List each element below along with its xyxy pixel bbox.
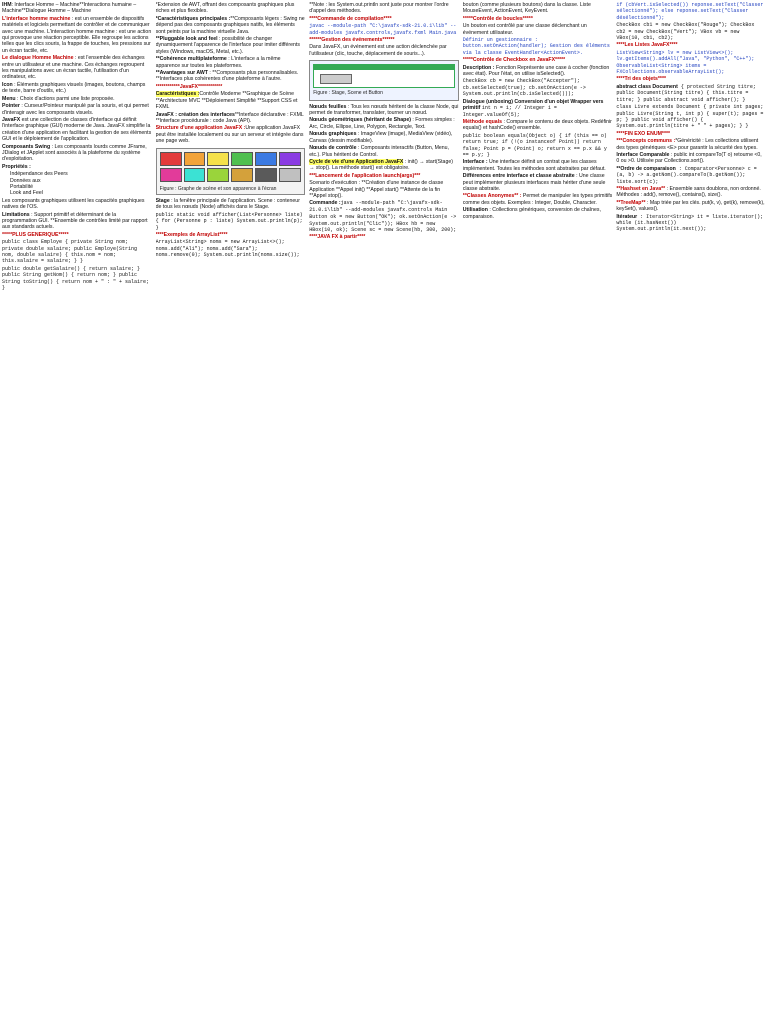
button-illustration: [320, 74, 352, 84]
paragraph: [616, 200, 766, 213]
text: Permet de manipuler les types primitifs comme des objets. Exemples : Integer, Double, Character.: [462, 193, 613, 206]
section-title: ****Tri des objets****: [616, 76, 666, 83]
paragraph: [156, 70, 306, 83]
window-illustration: [313, 64, 455, 88]
paragraph: [309, 200, 459, 213]
code: { protected String titre; public Document(String titre) { this.titre = titre; } public abstract void afficher(); }: [616, 83, 756, 103]
stage-scene-figure: [309, 60, 459, 100]
text: : public int compareTo(T o) retourne <0, 0 ou >0. Utilisée par Collections.sort().: [616, 151, 762, 165]
heading: **Cohérence multiplateforme: [155, 56, 227, 63]
text: *Généricité : Les collections utilisent des types génériques <E> pour garantir la sécurité des types.: [616, 138, 759, 151]
heading: Méthode equals: [462, 118, 502, 125]
section-title: ****FIN EXO ENUM****: [616, 130, 671, 137]
heading-javafx: JavaFX: [2, 116, 21, 123]
text: : Formes simples : Arc, Circle, Ellipse, Line, Polygon, Rectangle, Text.: [309, 117, 455, 130]
code-block: Button ok = new Button("OK"); ok.setOnAction(e -> System.out.println("Clic")); HBox hb = new HBox(10, ok); Scene sc = new Scene(hb, 300, 200);: [309, 214, 457, 233]
paragraph: [2, 82, 152, 95]
swatch: [184, 152, 206, 166]
heading: **Pluggable look and feel: [155, 36, 218, 43]
section-title: ****Exemples de ArrayList****: [155, 231, 228, 238]
section-title: *****Contrôle de boucles*****: [462, 15, 533, 22]
heading: Nœuds de contrôle: [309, 145, 357, 152]
paragraph: [2, 117, 152, 143]
heading: Caractéristiques :: [155, 91, 200, 98]
text: : Composants interactifs (Button, Menu, etc.). Plus héritent de Control.: [309, 145, 450, 158]
cheat-sheet: [2, 2, 766, 1022]
paragraph: [309, 145, 459, 158]
properties-list: [10, 171, 152, 197]
paragraph: [463, 65, 613, 78]
paragraph: [616, 152, 766, 165]
column-5: [616, 2, 766, 1022]
text: : init() → start(Stage) → stop(). La méthode start() est obligatoire.: [309, 158, 453, 172]
text: est une collection de classes d'interface qui définit l'interface graphique (GUI) moderne de Java. JavaFX simplifie la création d'une application en facilitant la gestion de ses éléments GUI et le déploiement de l'application.: [2, 116, 152, 143]
paragraph: [309, 131, 459, 144]
section-title: ****Commande de compilation****: [309, 15, 392, 22]
list-item: • Look and Feel: [10, 190, 152, 196]
text: : est un ensemble de dispositifs matériels et logiciels permettant de contrôler et de communiquer avec une machine. L'interaction homme machine : est une action qui provoque une réaction perceptible. Elle regroupe les actions telles que les clics souris, la frappe de touches, les pressions sur un écran tactile, etc.: [2, 15, 152, 54]
list-item: • Portabilité: [10, 184, 152, 190]
paragraph: [156, 56, 306, 69]
text: **Composants légers : Swing ne dépend pas des composants graphiques natifs, les éléments sont peints par la machine virtuelle Java.: [155, 15, 305, 35]
heading: Cycle de vie d'une Application JavaFX: [309, 158, 404, 165]
swatch: [255, 152, 277, 166]
heading: Nœuds feuilles: [309, 103, 347, 110]
text: Contrôle Moderne **Graphique de Scène **Architecture MVC **Déploiement Simplifié **Support CSS et FXML: [155, 91, 298, 111]
paragraph: *Extension de AWT, offrant des composants graphiques plus riches et plus flexibles.: [155, 2, 295, 15]
title-bar: [314, 65, 454, 70]
code-block: public static void afficher(List<Personne> liste) { for (Personne p : liste) System.out.println(p); }: [155, 211, 303, 231]
heading: Description :: [462, 64, 495, 71]
heading: Nœuds graphiques: [309, 131, 357, 138]
paragraph: [156, 16, 306, 35]
paragraph: Un bouton est contrôlé par une classe déclenchant un événement utilisateur.: [462, 23, 587, 36]
column-3: [309, 2, 459, 1022]
text: : Collections génériques, conversion de chaînes, comparaison.: [462, 207, 601, 220]
swatch: [279, 152, 301, 166]
paragraph: [309, 117, 459, 130]
heading-ihm: IHM: [2, 2, 12, 8]
paragraph: [463, 99, 613, 118]
paragraph: [616, 214, 766, 233]
heading: **TreeMap**: [616, 199, 646, 206]
heading-limitations: Limitations: [2, 211, 30, 218]
column-4: [463, 2, 613, 1022]
paragraph: [616, 166, 766, 185]
code-block: ArrayList<String> noms = new ArrayList<>(); noms.add("Ali"); noms.add("Sara"); noms.remove(0); System.out.println(noms.size());: [155, 239, 300, 259]
text: : Ensemble sans doublons, non ordonné. Méthodes : add(), remove(), contains(), size().: [616, 185, 761, 199]
section-title: ******Gestion des événements******: [309, 37, 395, 44]
column-2: [156, 2, 306, 1022]
paragraph: bouton (comme plusieurs boutons) dans la classe. Liste MouseEvent, ActionEvent, KeyEvent.: [462, 2, 591, 15]
column-1: [2, 2, 152, 1022]
swatch: [160, 152, 182, 166]
heading: Commande :: [309, 200, 341, 207]
swatch: [160, 168, 182, 182]
color-swatches: [157, 149, 305, 185]
paragraph: Les composants graphiques utilisent les capacités graphiques natives de l'OS.: [2, 197, 145, 211]
heading: Interface Comparable: [616, 151, 670, 158]
paragraph: [309, 104, 459, 117]
section-title: ************JavaFX************: [155, 83, 223, 90]
text: : L'interface a la même apparence sur toutes les plateformes.: [155, 56, 281, 69]
figure-caption: Figure : Stage, Scene et Button: [313, 90, 383, 97]
text: : Curseur/Pointeur manipulé par la souris, et qui permet d'interagir avec les composants visuels.: [2, 103, 149, 116]
heading: abstract class Document: [616, 83, 678, 90]
heading: JavaFX : création des interfaces: [155, 111, 235, 118]
text: : Les composants lourds comme JFrame, JDialog et JApplet sont associés à la plateforme du système d'exploitation.: [2, 143, 147, 163]
heading: Différences entre interface et classe abstraite: [462, 173, 575, 180]
paragraph: [616, 84, 766, 103]
paragraph: [156, 198, 306, 211]
swatch: [255, 168, 277, 182]
heading-pointer: Pointer: [2, 103, 20, 110]
heading: Structure d'une application JavaFX :: [155, 125, 246, 132]
paragraph: [463, 159, 613, 172]
heading: *Caractéristiques principales :: [155, 15, 231, 22]
text: : **Composants plus personnalisables. **Interfaces plus cohérentes d'une plateforme à l'autre.: [155, 70, 299, 83]
text: : Tous les nœuds héritent de la classe Node, qui permet de transformer, translater, tourner un nœud.: [309, 103, 459, 117]
heading: **Avantages sur AWT: [155, 70, 208, 77]
text: : Choix d'actions parmi une liste proposée.: [15, 95, 115, 102]
text: : Map triée par les clés. put(k, v), get(k), remove(k), keySet(), values().: [616, 199, 765, 213]
paragraph: [156, 91, 306, 110]
paragraph: Scenario d'exécution : **Création d'une instance de classe Application **Appel init() **Appel start() **Attente de la fin **Appel stop().: [309, 180, 444, 199]
swatch: [207, 152, 229, 166]
code-block: ListView<String> lv = new ListView<>(); lv.getItems().addAll("Java", "Python", "C++"); ObservableList<String> items = FXCollections.observableArrayList();: [616, 49, 755, 76]
figure-caption: Figure : Graphe de scène et son apparence à l'écran: [159, 185, 277, 192]
swatch: [231, 152, 253, 166]
heading-interface: L'interface homme machine: [2, 15, 71, 22]
code-block: CheckBox cb1 = new CheckBox("Rouge"); CheckBox cb2 = new CheckBox("Vert"); VBox vb = new VBox(10, cb1, cb2);: [616, 22, 755, 42]
text: : Compare le contenu de deux objets. Redéfinir equals() et hashCode() ensemble.: [462, 118, 612, 132]
code-block: public double getSalaire() { return salaire; } public String getNom() { return nom; } public String toString() { return nom + " : " + salaire; }: [2, 265, 150, 292]
text: : Support primitif et déterminant de la programmation GUI. **Ensemble de contrôles limité par rapport aux standards actuels.: [2, 211, 148, 231]
section-title: ****JAVA FX à partir****: [309, 234, 366, 241]
paragraph: [2, 144, 152, 163]
heading: **Ordre de comparaison: [616, 165, 676, 172]
swatch: [279, 168, 301, 182]
heading: Dialogue (unboxing) Conversion d'un objet Wrapper vers primitif: [462, 98, 604, 112]
code-block: public class Employe { private String nom; private double salaire; public Employe(String nom, double salaire) { this.nom = nom; this.salaire = salaire; } }: [2, 239, 138, 265]
heading: Itérateur: [616, 213, 638, 220]
code-block: class Livre extends Document { private int pages; public Livre(String t, int p) { super(t); pages = p; } public void afficher() { System.out.println(titre + " " + pages); } }: [616, 104, 764, 130]
section-title: ****Les Listes JavaFX****: [616, 42, 678, 49]
scene-graph-figure: [156, 148, 306, 195]
list-item: • Indépendance des Peers: [10, 171, 152, 177]
heading: Stage: [155, 197, 170, 204]
text: : est l'ensemble des échanges entre un utilisateur et une machine. Ces échanges regroupent les manipulations avec un écran tactile, l'utilisation d'un ordinateur, etc.: [2, 55, 145, 81]
paragraph: [463, 207, 613, 220]
code: : Iterator<String> it = liste.iterator(); while (it.hasNext()) System.out.println(it.next());: [616, 213, 764, 233]
section-title: *****Contrôle de Checkbox en JavaFX*****: [462, 57, 566, 64]
text: : Éléments graphiques visuels (images, boutons, champs de texte, barre d'outils, etc.): [2, 81, 146, 95]
heading: Nœuds géométriques (héritant de Shape): [309, 117, 411, 124]
paragraph: **Note : les System.out.println sont juste pour montrer l'ordre d'appel des méthodes.: [309, 2, 449, 15]
paragraph: [616, 138, 766, 151]
code-block: public boolean equals(Object o) { if (this == o) return true; if (!(o instanceof Point)) return false; Point p = (Point) o; return x == p.x && y == p.y; }: [462, 132, 607, 158]
swatch: [184, 168, 206, 182]
text: : Interface Homme – Machine**Interactions humaine – Machine**Dialogue Homme – Machine: [2, 2, 137, 15]
text: **Interface déclarative : FXML **Interface procédurale : code Java (API).: [155, 111, 304, 124]
code: int n = i; // Integer i = Integer.valueOf(5);: [462, 105, 557, 118]
paragraph: [2, 16, 152, 54]
heading: Interface :: [462, 159, 488, 166]
heading-icon: Icon: [2, 81, 13, 88]
heading: Utilisation: [462, 207, 488, 214]
heading-menu: Menu: [2, 95, 16, 102]
text: Une interface définit un contrat que les classes implémentent. Toutes les méthodes sont abstraites par défaut.: [462, 159, 606, 172]
section-title: ***Lancement de l'application launch(args)***: [309, 172, 421, 179]
paragraph: [2, 55, 152, 81]
text: : possibilité de changer dynamiquement l'apparence de l'interface pour imiter différents styles (Windows, macOS, Metal, etc.).: [155, 36, 300, 55]
paragraph: [309, 159, 459, 172]
swatch: [207, 168, 229, 182]
paragraph: [463, 193, 613, 206]
heading: **Classes Anonymes** :: [462, 193, 522, 200]
code: java --module-path "C:\javafx-sdk-21.0.1\lib" --add-modules javafx.controls Main: [309, 200, 448, 213]
heading: **Hashset en Java**: [616, 185, 666, 192]
list-item: • Données aux: [10, 178, 152, 184]
swatch: [231, 168, 253, 182]
paragraph: [463, 119, 613, 132]
section-title: *****PLUS GENERIQUE*****: [2, 231, 69, 238]
code: : Comparator<Personne> c = (a, b) -> a.getNom().compareTo(b.getNom()); liste.sort(c);: [616, 165, 757, 185]
paragraph: [2, 2, 152, 15]
paragraph: [616, 186, 766, 199]
paragraph: [2, 96, 152, 102]
text: : la fenêtre principale de l'application. Scene : conteneur de tous les nœuds (Node) affichés dans le Stage.: [155, 197, 300, 211]
paragraph: [463, 173, 613, 192]
heading: ***Concepts communs :: [616, 138, 676, 145]
heading-swing: Composants Swing: [2, 143, 51, 150]
paragraph: Dans JavaFX, un événement est une action déclenchée par l'utilisateur (clic, touche, déplacement de souris...).: [309, 44, 447, 57]
paragraph: [156, 36, 306, 55]
paragraph: [156, 125, 306, 144]
code-block: if (cbVert.isSelected()) reponse.setText("Classer sélectionné"); else reponse.setText("Classer désélectionné");: [616, 2, 764, 21]
paragraph: [2, 212, 152, 231]
code-block: CheckBox cb = new CheckBox("Accepter"); cb.setSelected(true); cb.setOnAction(e -> System.out.println(cb.isSelected()));: [462, 78, 586, 98]
code-block: Définir un gestionnaire : button.setOnAction(handler); Gestion des éléments via la classe EventHandler<ActionEvent>.: [462, 37, 610, 56]
text: : Une classe peut implémenter plusieurs interfaces mais hériter d'une seule classe abstraite.: [462, 173, 606, 192]
heading-dialogue: Le dialogue Homme Machine: [2, 55, 74, 62]
text: Une application JavaFX peut être installée localement ou sur un serveur et intégrée dans une page web.: [155, 125, 304, 145]
paragraph: [2, 103, 152, 116]
text: Fonction Représente une case à cocher (fonction avec état). Pour l'état, on utilise isSelected().: [462, 64, 610, 78]
text: : ImageView (image), MediaView (vidéo), Canvas (dessin modifiable).: [309, 131, 453, 144]
code-block: javac --module-path "C:\javafx-sdk-21.0.1\lib" --add-modules javafx.controls,javafx.fxml Main.java: [309, 23, 457, 36]
paragraph: [156, 112, 306, 125]
list-title: Propriétés :: [2, 163, 31, 170]
